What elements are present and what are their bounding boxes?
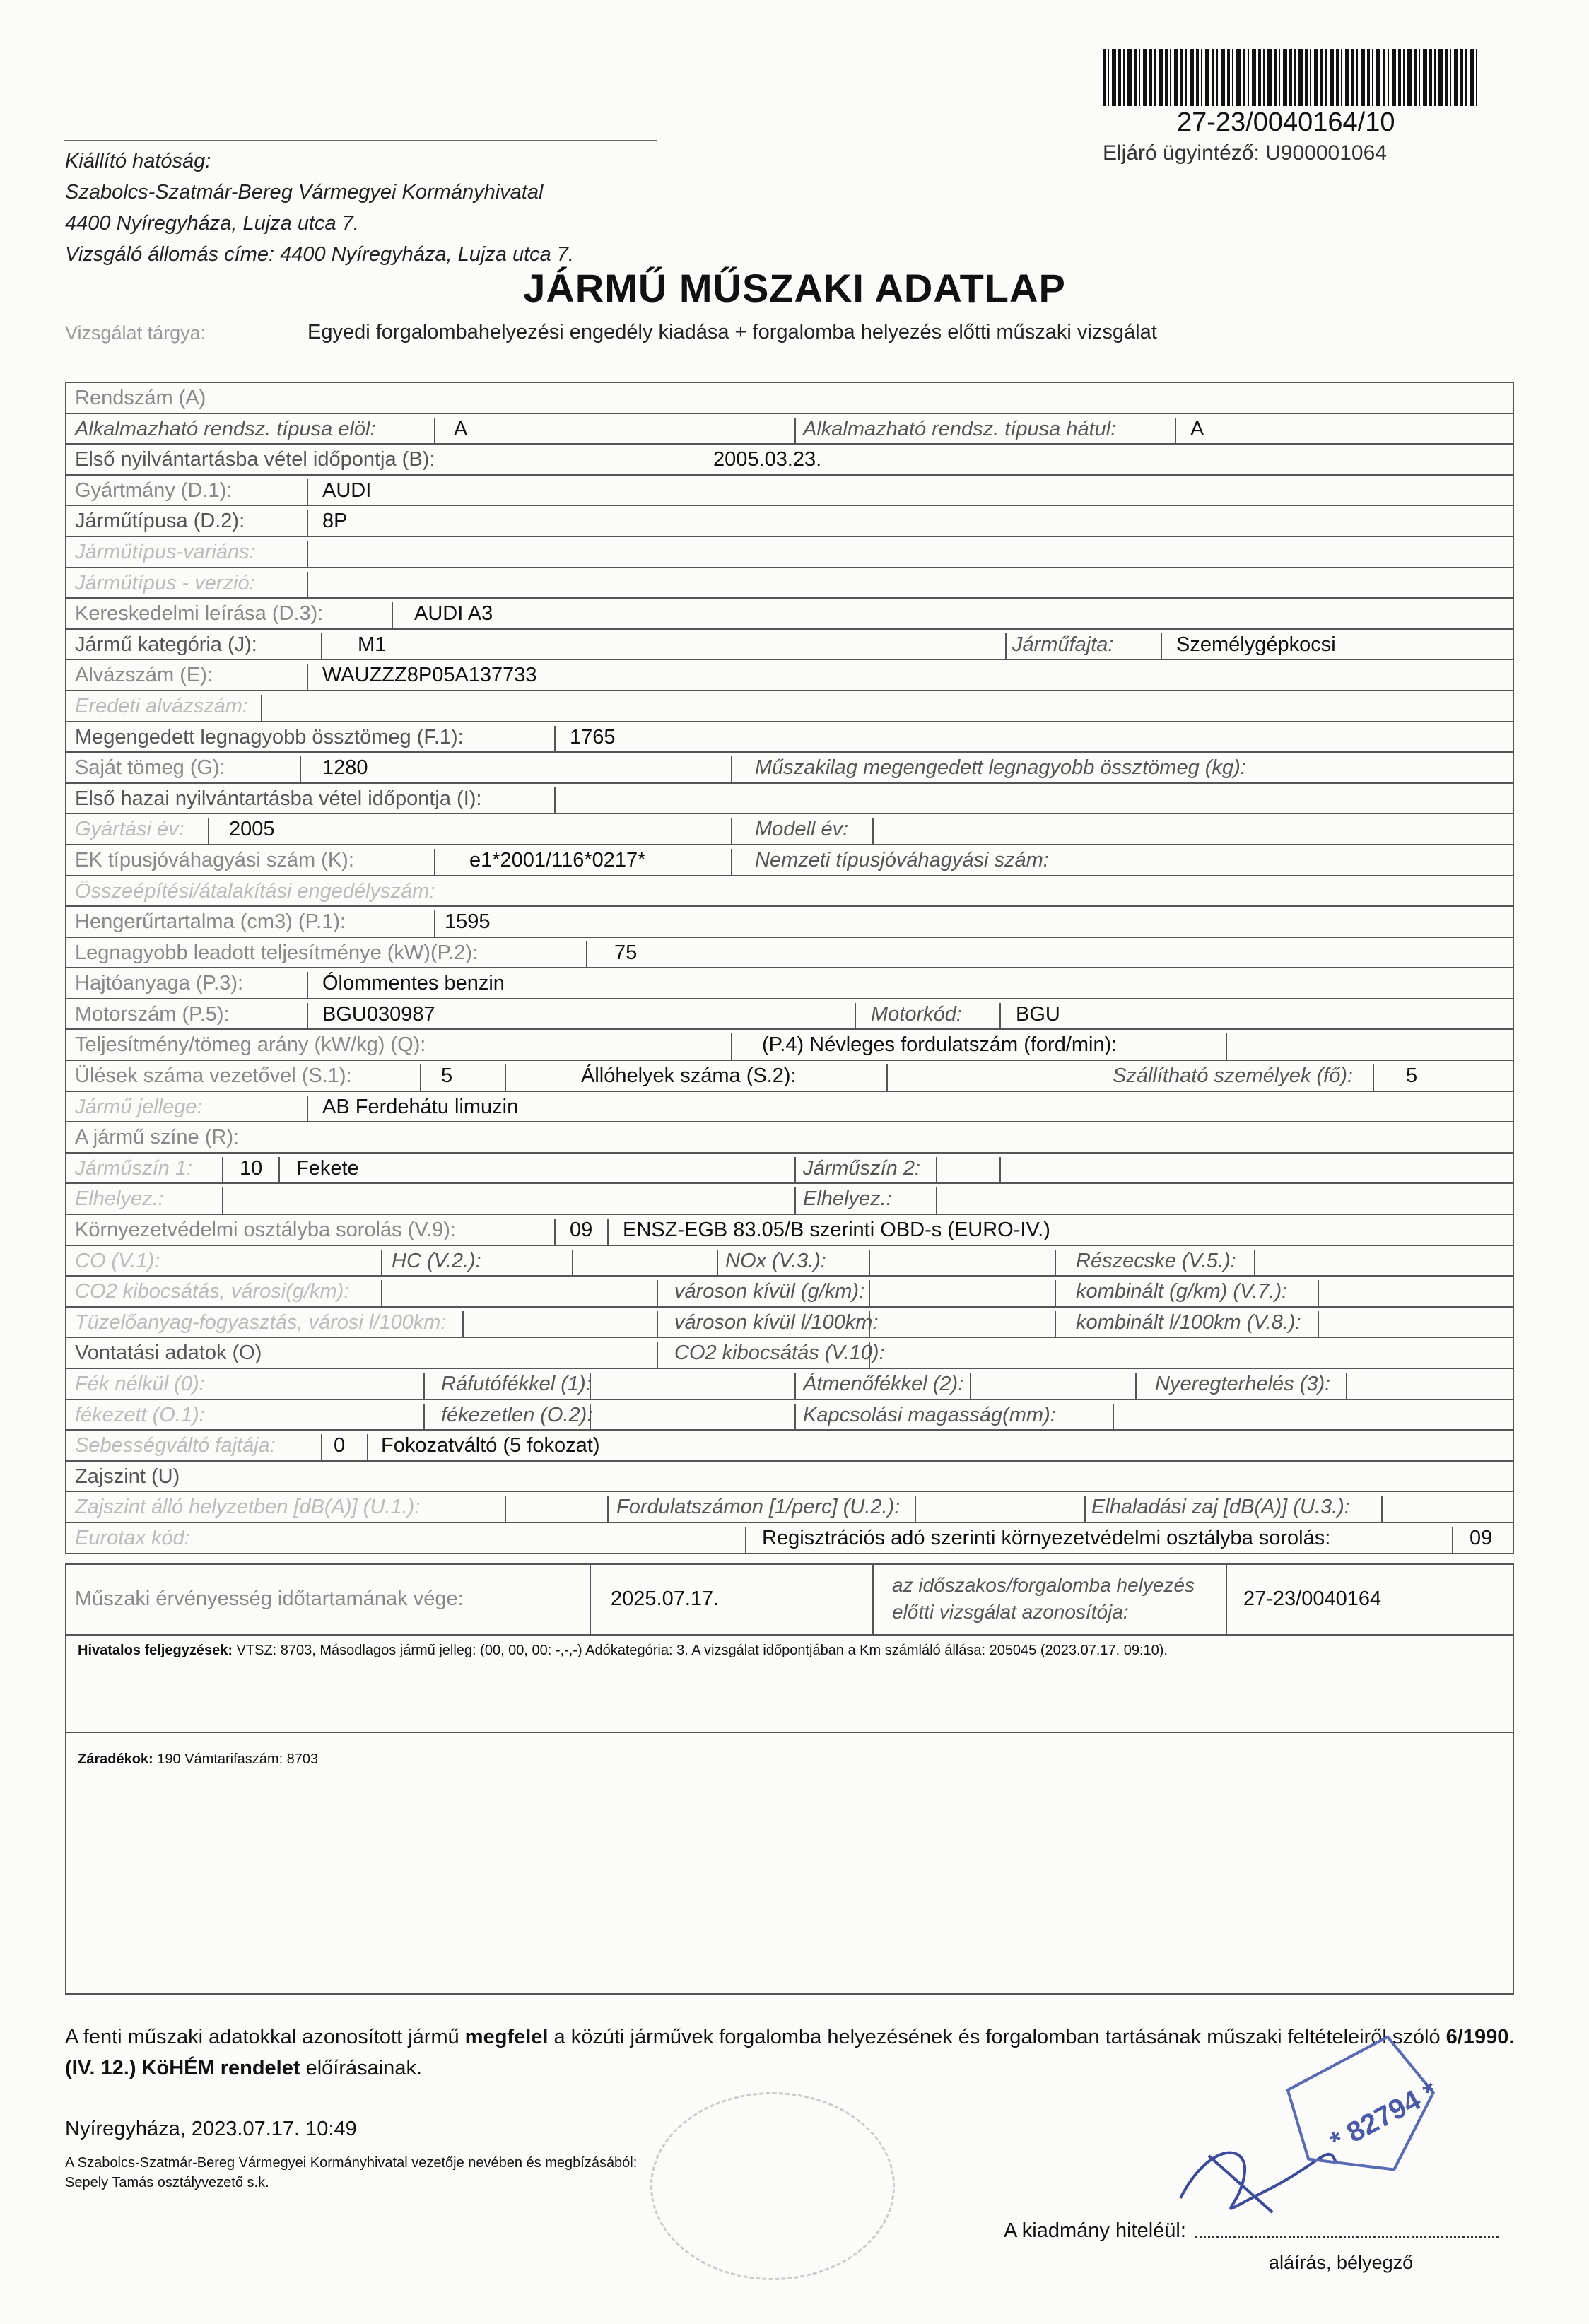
table-row <box>66 383 1513 414</box>
table-row <box>66 660 1513 691</box>
field-value: 75 <box>614 941 638 964</box>
field-value: 09 <box>570 1219 593 1242</box>
inspection-id-value: 27-23/0040164 <box>1243 1588 1382 1610</box>
field-value: 1765 <box>570 725 616 749</box>
field-label: Modell év: <box>755 818 849 841</box>
field-label: Gyártási év: <box>75 818 184 841</box>
field-label: Rendszám (A) <box>75 387 206 409</box>
document-number: 27-23/0040164/10 <box>1177 107 1395 137</box>
statement-text: előírásainak. <box>300 2057 423 2079</box>
field-label: Ráfutófékkel (1): <box>441 1373 592 1395</box>
statement-bold: 6/1990. (IV. 12.) KöHÉM rendelet <box>65 2026 1515 2079</box>
field-label: (P.4) Névleges fordulatszám (ford/min): <box>762 1033 1118 1057</box>
field-value: e1*2001/116*0217* <box>469 848 646 872</box>
table-row <box>66 1462 1513 1493</box>
table-row <box>66 1400 1513 1431</box>
table-row <box>66 1308 1513 1339</box>
field-label: Szállítható személyek (fő): <box>1113 1064 1354 1088</box>
field-label: Műszakilag megengedett legnagyobb össztömeg (kg): <box>755 756 1246 780</box>
table-row <box>66 1030 1513 1061</box>
clauses-box <box>65 1732 1514 1995</box>
field-label: Elhelyez.: <box>75 1187 164 1211</box>
field-label: HC (V.2.): <box>392 1249 481 1272</box>
signature-line <box>1195 2236 1499 2238</box>
issuer-line: Szabolcs-Szatmár-Bereg Vármegyei Kormányhivatal <box>65 181 544 204</box>
table-row <box>66 938 1513 969</box>
field-value: Fokozatváltó (5 fokozat) <box>381 1434 600 1457</box>
table-row <box>66 1338 1513 1369</box>
signer-block <box>65 2153 637 2193</box>
field-label: NOx (V.3.): <box>725 1249 826 1272</box>
field-label: Zajszint (U) <box>75 1465 180 1488</box>
signer-line: A Szabolcs-Szatmár-Bereg Vármegyei Kormányhivatal vezetője nevében és megbízásából: <box>65 2155 638 2171</box>
vehicle-data-table <box>65 382 1514 1554</box>
field-label: Sebességváltó fajtája: <box>75 1434 276 1457</box>
field-value: M1 <box>358 633 387 656</box>
clauses-text: 190 Vámtarifaszám: 8703 <box>153 1751 319 1767</box>
subject-label: Vizsgálat tárgya: <box>65 322 206 344</box>
field-label: CO2 kibocsátás (V.10): <box>674 1342 885 1365</box>
field-label: Motorkód: <box>871 1002 962 1026</box>
table-row <box>66 691 1513 722</box>
table-row <box>66 1369 1513 1400</box>
field-label: Járműszín 1: <box>75 1156 192 1180</box>
field-value: 8P <box>322 510 348 533</box>
field-label: Saját tömeg (G): <box>75 756 225 780</box>
statement-bold: megfelel <box>464 2026 549 2048</box>
official-notes-text: VTSZ: 8703, Másodlagos jármű jelleg: (00, 00, 00: -,-,-) Adókategória: 3. A vizsgálat időpontjában a Km számláló állása: 205045 (2023.07.17. 09:10). <box>233 1643 1168 1658</box>
field-value: ENSZ-EGB 83.05/B szerinti OBD-s (EURO-IV.) <box>623 1219 1050 1242</box>
field-value: BGU030987 <box>322 1002 435 1026</box>
table-row <box>66 1184 1513 1215</box>
field-label: Nemzeti típusjóváhagyási szám: <box>755 848 1049 872</box>
field-label: Alkalmazható rendsz. típusa elöl: <box>75 417 376 440</box>
field-label: Ülések száma vezetővel (S.1): <box>75 1064 352 1088</box>
table-row <box>66 753 1513 784</box>
field-label: Gyártmány (D.1): <box>75 479 233 502</box>
field-value: AUDI A3 <box>414 602 493 626</box>
field-label: Legnagyobb leadott teljesítménye (kW)(P.2): <box>75 941 479 964</box>
table-row <box>66 1092 1513 1123</box>
table-row <box>66 630 1513 661</box>
table-row <box>66 568 1513 599</box>
field-label: Összeépítési/átalakítási engedélyszám: <box>75 879 435 903</box>
field-label: Kapcsolási magasság(mm): <box>803 1403 1056 1426</box>
field-value: 09 <box>1470 1526 1493 1549</box>
table-row <box>66 722 1513 753</box>
table-row <box>66 1246 1513 1277</box>
validity-label: Műszaki érvényesség időtartamának vége: <box>75 1588 464 1610</box>
field-label: Eurotax kód: <box>75 1526 190 1549</box>
table-row <box>66 1215 1513 1246</box>
issuer-line: 4400 Nyíregyháza, Lujza utca 7. <box>65 212 359 235</box>
table-row <box>66 1523 1513 1554</box>
table-row <box>66 1492 1513 1523</box>
field-value: Fekete <box>296 1156 359 1180</box>
issuer-block <box>65 146 574 270</box>
table-row <box>66 784 1513 815</box>
field-label: Első nyilvántartásba vétel időpontja (B): <box>75 448 435 471</box>
field-label: Hengerűrtartalma (cm3) (P.1): <box>75 910 346 934</box>
table-row <box>66 1431 1513 1462</box>
official-notes <box>78 1643 1168 1659</box>
field-value: 1280 <box>322 756 368 780</box>
statement-text: a közúti járművek forgalomba helyezésének és forgalomban tartásának műszaki feltételeiről szóló <box>548 2026 1446 2048</box>
field-value: 2005 <box>229 818 275 841</box>
table-row <box>66 999 1513 1031</box>
field-label: CO2 kibocsátás, városi(g/km): <box>75 1280 350 1303</box>
place-date: Nyíregyháza, 2023.07.17. 10:49 <box>65 2118 357 2140</box>
subject-value: Egyedi forgalombahelyezési engedély kiadása + forgalomba helyezés előtti műszaki vizsgálat <box>307 321 1157 344</box>
validity-box <box>65 1563 1514 1636</box>
table-row <box>66 537 1513 568</box>
page-title: JÁRMŰ MŰSZAKI ADATLAP <box>523 266 1066 310</box>
stamp-number: * 82794 * <box>1325 2075 1443 2158</box>
table-row <box>66 907 1513 938</box>
table-row <box>66 968 1513 999</box>
field-label: Tüzelőanyag-fogyasztás, városi l/100km: <box>75 1310 447 1334</box>
table-row <box>66 1154 1513 1185</box>
field-label: Környezetvédelmi osztályba sorolás (V.9): <box>75 1219 456 1242</box>
field-label: Teljesítmény/tömeg arány (kW/kg) (Q): <box>75 1033 426 1057</box>
field-value: Személygépkocsi <box>1176 633 1336 656</box>
field-label: Jármű kategória (J): <box>75 633 257 656</box>
field-value: 2005.03.23. <box>713 448 822 471</box>
field-value: A <box>454 417 468 440</box>
issuer-line: Kiállító hatóság: <box>65 150 211 172</box>
field-label: kombinált l/100km (V.8.): <box>1076 1310 1301 1334</box>
table-row <box>66 876 1513 908</box>
field-label: kombinált (g/km) (V.7.): <box>1076 1280 1288 1303</box>
field-label: Nyeregterhelés (3): <box>1155 1373 1331 1395</box>
field-value: AUDI <box>322 479 372 502</box>
table-row <box>66 599 1513 630</box>
official-notes-box <box>65 1633 1514 1733</box>
field-label: Vontatási adatok (O) <box>75 1342 262 1365</box>
field-label: Fordulatszámon [1/perc] (U.2.): <box>616 1496 901 1519</box>
field-label: Alvázszám (E): <box>75 664 213 687</box>
table-row <box>66 414 1513 445</box>
field-label: Járműtípusa (D.2): <box>75 510 245 533</box>
certification-label: A kiadmány hiteléül: <box>1004 2219 1186 2242</box>
field-label: városon kívül l/100km: <box>674 1310 879 1334</box>
validity-value: 2025.07.17. <box>611 1588 720 1610</box>
field-value: 0 <box>334 1434 346 1457</box>
clauses <box>78 1751 318 1768</box>
case-officer-label: Eljáró ügyintéző: <box>1103 141 1260 165</box>
header-rule <box>64 140 657 141</box>
field-value: AB Ferdehátu limuzin <box>322 1095 519 1118</box>
table-row <box>66 476 1513 507</box>
table-row <box>66 1122 1513 1154</box>
field-label: Elhaladási zaj [dB(A)] (U.3.): <box>1091 1496 1350 1519</box>
table-row <box>66 845 1513 876</box>
statement-text: A fenti műszaki adatokkal azonosított jármű <box>65 2026 465 2048</box>
field-label: Állóhelyek száma (S.2): <box>581 1064 797 1088</box>
field-value: 1595 <box>445 910 491 934</box>
field-value: 5 <box>1406 1064 1418 1088</box>
field-label: Átmenőfékkel (2): <box>803 1373 964 1395</box>
field-value: A <box>1190 417 1204 440</box>
field-value: 10 <box>240 1156 263 1180</box>
field-label: fékezetlen (O.2): <box>441 1403 593 1426</box>
field-label: Járműtípus-variáns: <box>75 540 255 563</box>
field-label: Motorszám (P.5): <box>75 1002 230 1026</box>
field-label: Kereskedelmi leírása (D.3): <box>75 602 324 626</box>
official-notes-label: Hivatalos feljegyzések: <box>78 1643 233 1658</box>
field-label: Fék nélkül (0): <box>75 1373 205 1395</box>
case-officer-value: U900001064 <box>1265 141 1387 165</box>
field-label: EK típusjóváhagyási szám (K): <box>75 848 354 872</box>
embossed-seal-icon <box>650 2092 895 2280</box>
field-label: Megengedett legnagyobb össztömeg (F.1): <box>75 725 464 749</box>
signature-caption: aláírás, bélyegző <box>1269 2252 1414 2273</box>
signer-line: Sepely Tamás osztályvezető s.k. <box>65 2175 269 2190</box>
table-row <box>66 506 1513 537</box>
field-label: Jármű jellege: <box>75 1095 203 1118</box>
field-value: BGU <box>1016 1002 1060 1026</box>
field-label: Hajtóanyaga (P.3): <box>75 972 244 995</box>
clauses-label: Záradékok: <box>78 1751 153 1767</box>
field-label: Első hazai nyilvántartásba vétel időpontja (I): <box>75 787 482 810</box>
field-label: Eredeti alvázszám: <box>75 694 248 717</box>
case-officer <box>1103 141 1387 165</box>
field-label: CO (V.1): <box>75 1249 160 1272</box>
field-label: Részecske (V.5.): <box>1076 1249 1236 1272</box>
field-value: 5 <box>441 1064 453 1088</box>
field-label: városon kívül (g/km): <box>674 1280 865 1303</box>
field-label: Regisztrációs adó szerinti környezetvédelmi osztályba sorolás: <box>762 1526 1331 1549</box>
field-label: Elhelyez.: <box>803 1187 892 1211</box>
field-label: Járműtípus - verzió: <box>75 571 255 594</box>
field-value: WAUZZZ8P05A137733 <box>322 664 537 687</box>
field-label: Alkalmazható rendsz. típusa hátul: <box>803 417 1117 440</box>
table-row <box>66 445 1513 476</box>
field-label: Zajszint álló helyzetben [dB(A)] (U.1.): <box>75 1496 421 1519</box>
field-value: Ólommentes benzin <box>322 972 505 995</box>
table-row <box>66 814 1513 845</box>
field-label: Járműszín 2: <box>803 1156 920 1180</box>
field-label: Járműfajta: <box>1012 633 1114 656</box>
table-row <box>66 1277 1513 1308</box>
field-label: fékezett (O.1): <box>75 1403 205 1426</box>
issuer-line: Vizsgáló állomás címe: 4400 Nyíregyháza, Lujza utca 7. <box>65 243 575 266</box>
inspection-id-label: az időszakos/forgalomba helyezés előtti vizsgálat azonosítója: <box>892 1574 1195 1623</box>
barcode <box>1103 49 1477 106</box>
field-label: A jármű színe (R): <box>75 1126 240 1149</box>
table-row <box>66 1061 1513 1092</box>
